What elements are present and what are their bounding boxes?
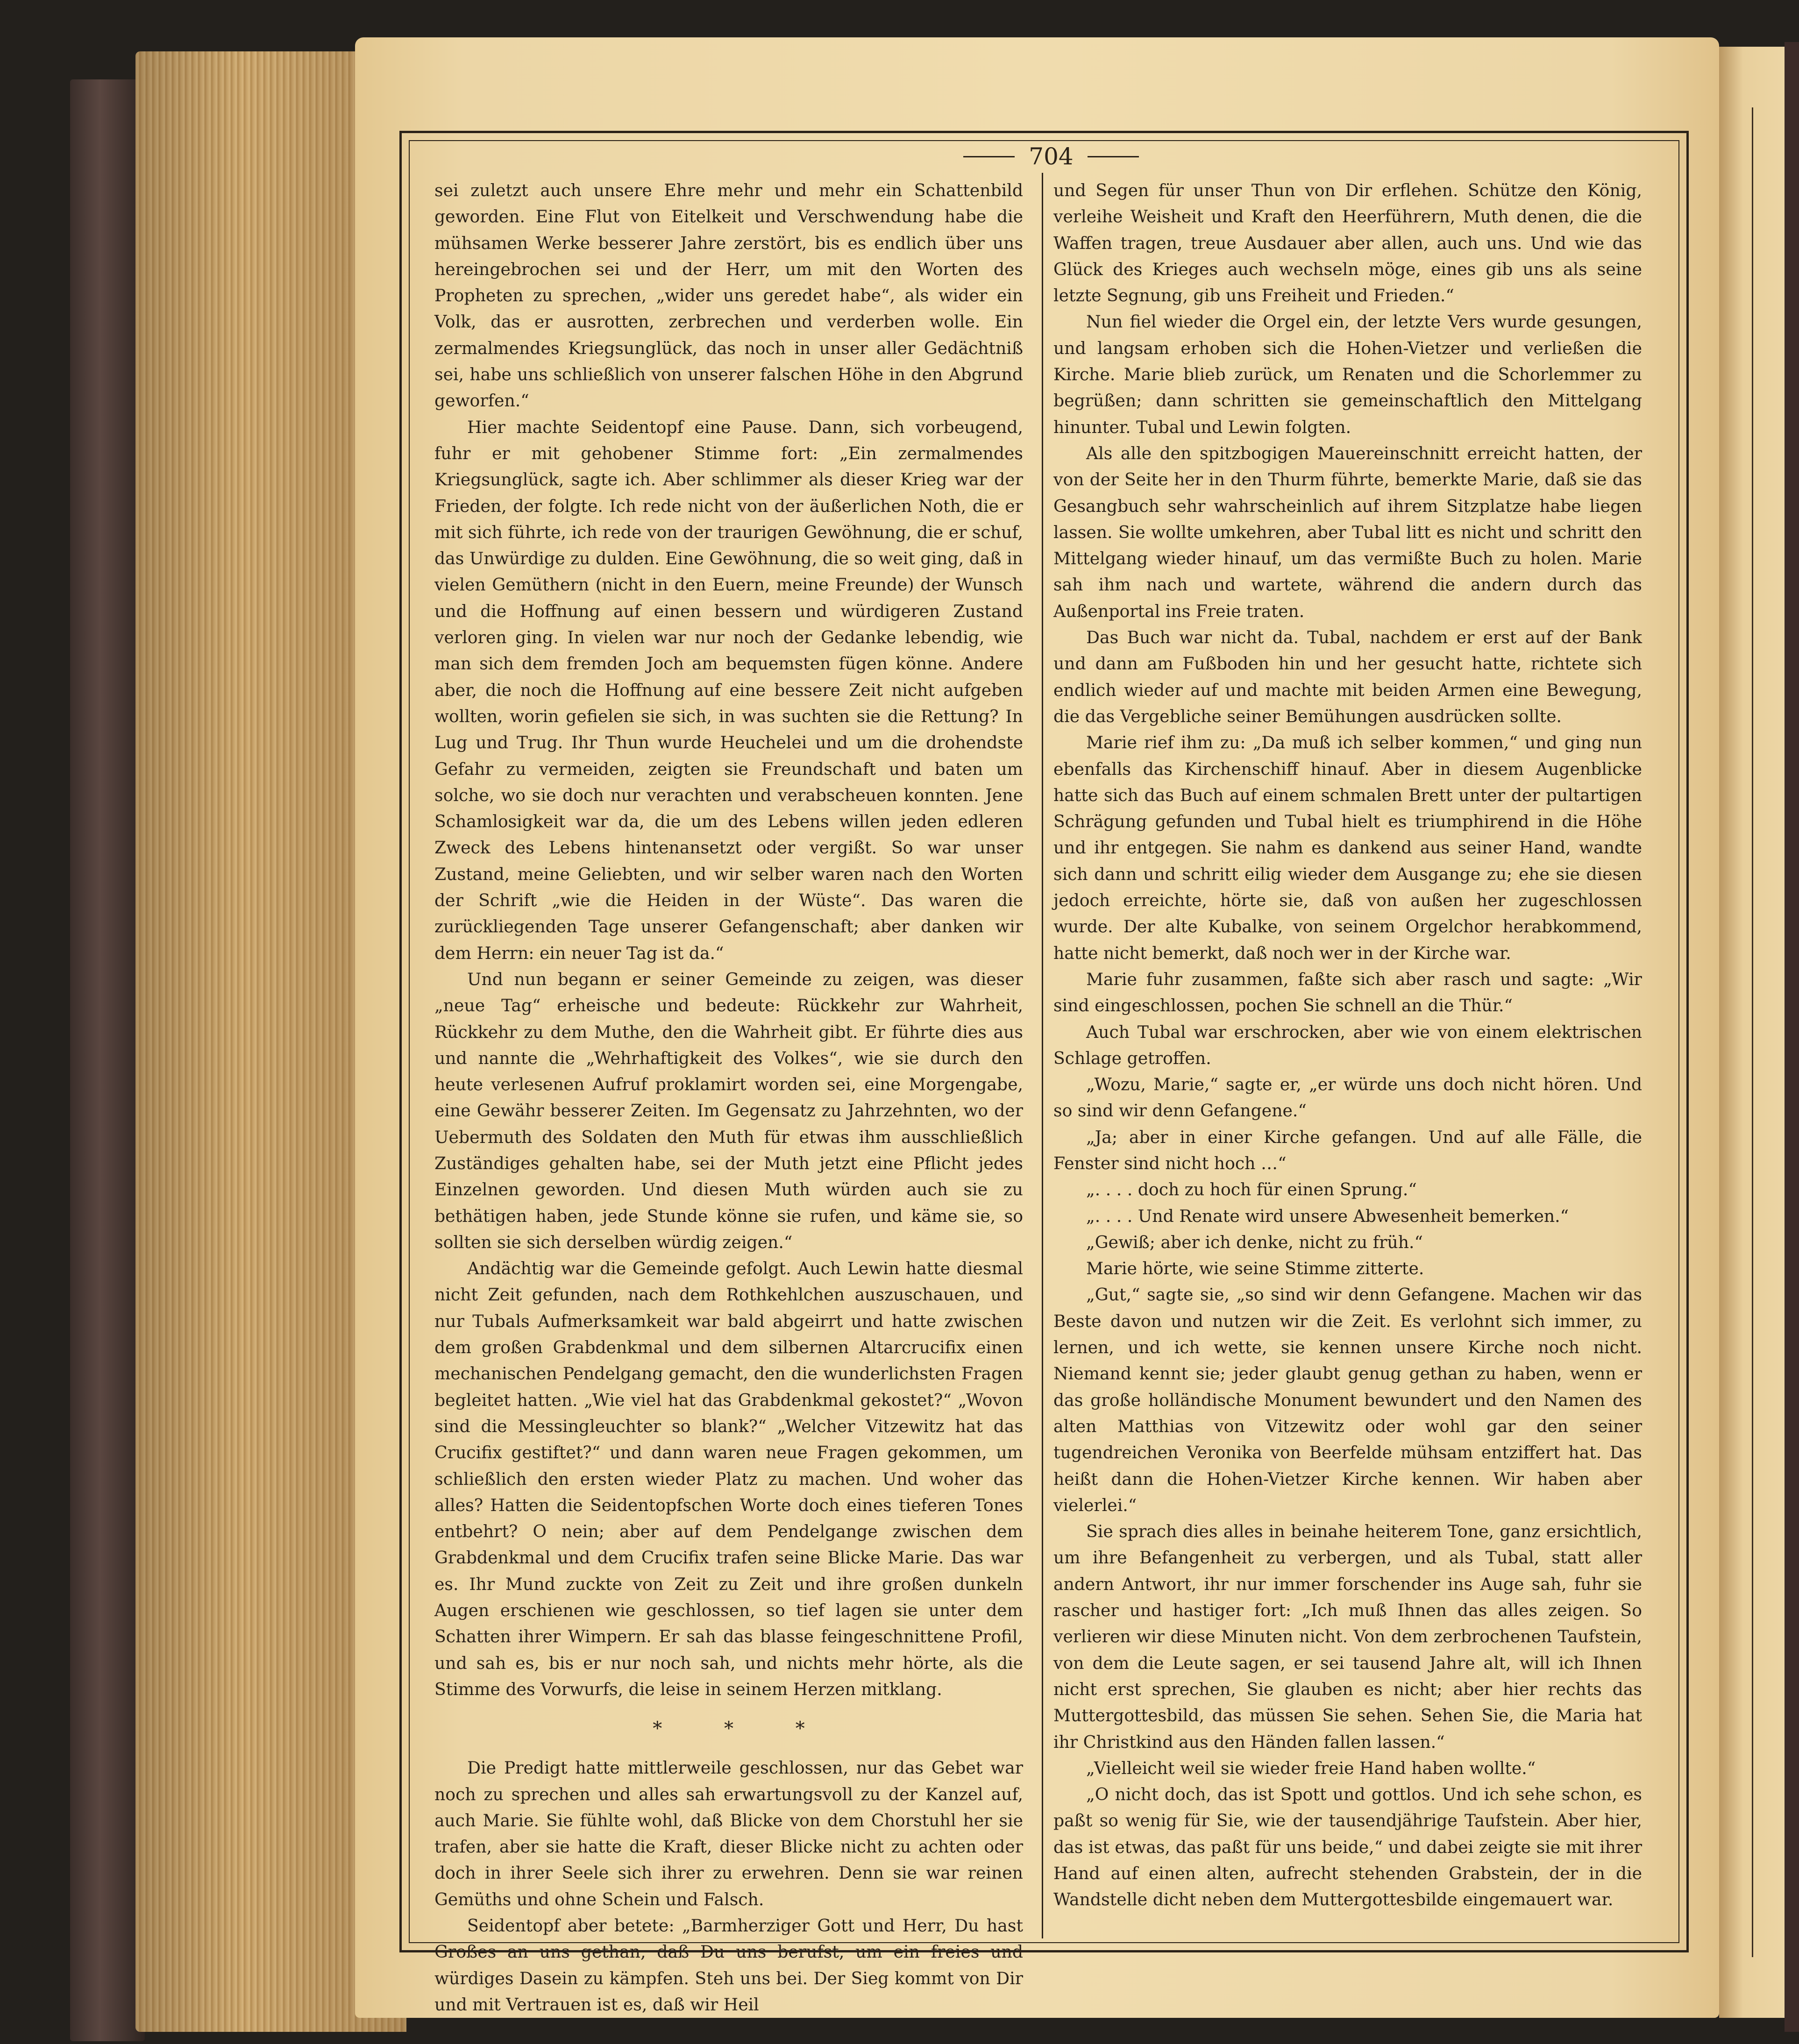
paragraph: „Gut,“ sagte sie, „so sind wir denn Gefangene. Machen wir das Beste davon und nutzen wir die Zeit. Es verlohnt sich immer, zu lernen, und ich wette, sie kennen unsere Kirche noch nicht. Niemand kennt sie; jeder glaubt genug gethan zu haben, wenn er das große holländische Monument bewundert und den Namen des alten Matthias von Vitzewitz oder wohl gar den seiner tugendreichen Veronika von Beerfelde mühsam entziffert hat. Das heißt dann die Hohen-Vietzer Kirche kennen. Wir haben aber vielerlei.“ bbox=[1053, 1285, 1642, 1515]
paragraph: „. . . . doch zu hoch für einen Sprung.“ bbox=[1086, 1179, 1417, 1200]
paragraph: Nun fiel wieder die Orgel ein, der letzte Vers wurde gesungen, und langsam erhoben sich die Hohen-Vietzer und verließen die Kirche. Marie blieb zurück, um Renaten und die Schorlemmer zu begrüßen; dann schritten sie gemeinschaftlich den Mittelgang hinunter. Tubal und Lewin folgten. bbox=[1053, 312, 1642, 437]
paragraph: „. . . . Und Renate wird unsere Abwesenheit bemerken.“ bbox=[1086, 1206, 1569, 1226]
paragraph: sei zuletzt auch unsere Ehre mehr und mehr ein Schattenbild geworden. Eine Flut von Eitelkeit und Verschwendung habe die mühsamen Werke besserer Jahre zerstört, bis es endlich über uns hereingebrochen sei und der Herr, um mit den Worten des Propheten zu sprechen, „wider uns geredet habe“, als wider ein Volk, das er ausrotten, zerbrechen und verderben wolle. Ein zermalmendes Kriegsunglück, das noch in unser aller Gedächtniß sei, habe uns schließlich von unserer falschen Höhe in den Abgrund geworfen.“ bbox=[434, 180, 1023, 411]
paragraph: Hier machte Seidentopf eine Pause. Dann, sich vorbeugend, fuhr er mit gehobener Stimme fort: „Ein zermalmendes Kriegsunglück, sagte ich. Aber schlimmer als dieser Krieg war der Frieden, der folgte. Ich rede nicht von der äußerlichen Noth, die er mit sich führte, ich rede von der traurigen Gewöhnung, die er schuf, das Unwürdige zu dulden. Eine Gewöhnung, die so weit ging, daß in vielen Gemüthern (nicht in den Euern, meine Freunde) der Wunsch und die Hoffnung auf einen bessern und würdigeren Zustand verloren ging. In vielen war nur noch der Gedanke lebendig, wie man sich dem fremden Joch am bequemsten fügen könne. Andere aber, die noch die Hoffnung auf eine bessere Zeit nicht aufgeben wollten, worin gefielen sie sich, in was suchten sie die Rettung? In Lug und Trug. Ihr Thun wurde Heuchelei und um die drohendste Gefahr zu vermeiden, zeigten sie Freundschaft und baten um solche, wo sie doch nur verachten und verabscheuen konnten. Jene Schamlosigkeit war da, die um des Lebens willen jeden edleren Zweck des Lebens hintenansetzt oder vergißt. So war unser Zustand, meine Geliebten, und wir selber waren nach den Worten der Schrift „wie die Heiden in der Wüste“. Das waren die zurückliegenden Tage unserer Gefangenschaft; aber danken wir dem Herrn: ein neuer Tag ist da.“ bbox=[434, 417, 1023, 963]
book-cover-right bbox=[1785, 42, 1799, 2032]
paragraph: Marie fuhr zusammen, faßte sich aber rasch und sagte: „Wir sind eingeschlossen, pochen Sie schnell an die Thür.“ bbox=[1053, 969, 1642, 1016]
paragraph: „O nicht doch, das ist Spott und gottlos. Und ich sehe schon, es paßt so wenig für Sie, wie der tausendjährige Taufstein. Aber hier, das ist etwas, das paßt für uns beide,“ und dabei zeigte sie mit ihrer Hand auf einen alten, aufrecht stehenden Grabstein, der in die Wandstelle dicht neben dem Muttergottesbilde eingemauert war. bbox=[1053, 1784, 1642, 1910]
paragraph: Marie rief ihm zu: „Da muß ich selber kommen,“ und ging nun ebenfalls das Kirchenschiff hinauf. Aber in diesem Augenblicke hatte sich das Buch auf einem schmalen Brett unter der pultartigen Schrägung gefunden und Tubal hielt es triumphirend in die Höhe und ihr entgegen. Sie nahm es dankend aus seiner Hand, wandte sich dann und schritt eilig wieder dem Ausgange zu; ehe sie diesen jedoch erreichte, hörte sie, daß von außen her zugeschlossen wurde. Der alte Kubalke, von seinem Orgelchor herabkommend, hatte nicht bemerkt, daß noch wer in der Kirche war. bbox=[1053, 732, 1642, 963]
header-rule-left bbox=[963, 156, 1015, 157]
paragraph: Das Buch war nicht da. Tubal, nachdem er erst auf der Bank und dann am Fußboden hin und her gesucht hatte, richtete sich endlich wieder auf und machte mit beiden Armen eine Bewegung, die das Vergebliche seiner Bemühungen ausdrücken sollte. bbox=[1053, 627, 1642, 726]
left-text-column bbox=[434, 177, 1023, 2018]
book-cover-left bbox=[70, 79, 145, 2041]
section-break: * * * bbox=[653, 1718, 833, 1740]
paragraph: Sie sprach dies alles in beinahe heiterem Tone, ganz ersichtlich, um ihre Befangenheit zu verbergen, und als Tubal, statt aller andern Antwort, ihr nur immer forschender ins Auge sah, fuhr sie rascher und hastiger fort: „Ich muß Ihnen das alles zeigen. So verlieren wir diese Minuten nicht. Von dem zerbrochenen Taufstein, von dem die Leute sagen, er sei tausend Jahre alt, will ich Ihnen nicht erst sprechen, Sie glauben es nicht; aber hier rechts das Muttergottesbild, das müssen Sie sehen. Sehen Sie, die Maria hat ihr Christkind aus den Händen fallen lassen.“ bbox=[1053, 1521, 1642, 1752]
paragraph: Und nun begann er seiner Gemeinde zu zeigen, was dieser „neue Tag“ erheische und bedeute: Rückkehr zur Wahrheit, Rückkehr zu dem Muthe, den die Wahrheit gibt. Er führte dies aus und nannte die „Wehrhaftigkeit des Volkes“, wie sie durch den heute verlesenen Aufruf proklamirt worden sei, eine Morgengabe, eine Gewähr besserer Zeiten. Im Gegensatz zu Jahrzehnten, wo der Uebermuth des Soldaten den Muth für etwas ihm ausschließlich Zuständiges gehalten habe, sei der Muth jetzt eine Pflicht jedes Einzelnen geworden. Und diesen Muth würden auch sie zu bethätigen haben, jede Stunde könne sie rufen, und käme sie, so sollten sie sich derselben würdig zeigen.“ bbox=[434, 969, 1023, 1252]
paragraph: „Vielleicht weil sie wieder freie Hand haben wollte.“ bbox=[1086, 1758, 1536, 1778]
paragraph: „Gewiß; aber ich denke, nicht zu früh.“ bbox=[1086, 1232, 1423, 1252]
paragraph: Seidentopf aber betete: „Barmherziger Gott und Herr, Du hast Großes an uns gethan, daß Du uns berufst, um ein freies und würdiges Dasein zu kämpfen. Steh uns bei. Der Sieg kommt von Dir und mit Vertrauen ist es, daß wir Heil bbox=[434, 1916, 1023, 2015]
paragraph: „Ja; aber in einer Kirche gefangen. Und auf alle Fälle, die Fenster sind nicht hoch …“ bbox=[1053, 1127, 1642, 1173]
paragraph: Andächtig war die Gemeinde gefolgt. Auch Lewin hatte diesmal nicht Zeit gefunden, nach dem Rothkehlchen auszuschauen, und nur Tubals Aufmerksamkeit war bald abgeirrt und hatte zwischen dem großen Grabdenkmal und dem silbernen Altarcrucifix einen mechanischen Pendelgang gemacht, den die wunderlichsten Fragen begleitet hatten. „Wie viel hat das Grabdenkmal gekostet?“ „Wovon sind die Messingleuchter so blank?“ „Welcher Vitzewitz hat das Crucifix gestiftet?“ und dann waren neue Fragen gekommen, um schließlich den ersten wieder Platz zu machen. Und woher das alles? Hatten die Seidentopfschen Worte doch eines tieferen Tones entbehrt? O nein; aber auf dem Pendelgange zwischen dem Grabdenkmal und dem Crucifix trafen seine Blicke Marie. Das war es. Ihr Mund zuckte von Zeit zu Zeit und ihre großen dunkeln Augen erschienen wie geschlossen, so tief lagen sie unter dem Schatten ihrer Wimpern. Er sah das blasse feingeschnittene Profil, und sah es, bis er nur noch sah, und nichts mehr hörte, als die Stimme des Vorwurfs, die leise in seinem Herzen mitklang. bbox=[434, 1258, 1023, 1699]
page-header bbox=[925, 140, 1177, 173]
paragraph: Auch Tubal war erschrocken, aber wie von einem elektrischen Schlage getroffen. bbox=[1053, 1022, 1642, 1068]
paragraph: Als alle den spitzbogigen Mauereinschnitt erreicht hatten, der von der Seite her in den Thurm führte, bemerkte Marie, daß sie das Gesangbuch sehr wahrscheinlich auf ihrem Sitzplatze habe liegen lassen. Sie wollte umkehren, aber Tubal litt es nicht und schritt den Mittelgang wieder hinauf, um das vermißte Buch zu holen. Marie sah ihm nach und wartete, während die andern durch das Außenportal ins Freie traten. bbox=[1053, 443, 1642, 621]
page-number: 704 bbox=[1029, 143, 1074, 170]
paragraph: Die Predigt hatte mittlerweile geschlossen, nur das Gebet war noch zu sprechen und alles sah erwartungsvoll zu der Kanzel auf, auch Marie. Sie fühlte wohl, daß Blicke von dem Chorstuhl her sie trafen, aber sie hatte die Kraft, dieser Blicke nicht zu achten oder doch in ihrer Seele sich ihrer zu erwehren. Denn sie war reinen Gemüths und ohne Schein und Falsch. bbox=[434, 1758, 1023, 1909]
facing-page-rule bbox=[1752, 107, 1756, 1957]
paragraph: und Segen für unser Thun von Dir erflehen. Schütze den König, verleihe Weisheit und Kraft den Heerführern, Muth denen, die die Waffen tragen, treue Ausdauer aber allen, auch uns. Und wie das Glück des Krieges auch wechseln möge, eines gib uns als seine letzte Segnung, gib uns Freiheit und Frieden.“ bbox=[1053, 180, 1642, 306]
paragraph: Marie hörte, wie seine Stimme zitterte. bbox=[1086, 1258, 1424, 1279]
column-divider bbox=[1042, 173, 1043, 1938]
right-text-column bbox=[1053, 177, 1642, 1913]
paragraph: „Wozu, Marie,“ sagte er, „er würde uns doch nicht hören. Und so sind wir denn Gefangene.“ bbox=[1053, 1074, 1642, 1121]
header-rule-right bbox=[1088, 156, 1139, 157]
